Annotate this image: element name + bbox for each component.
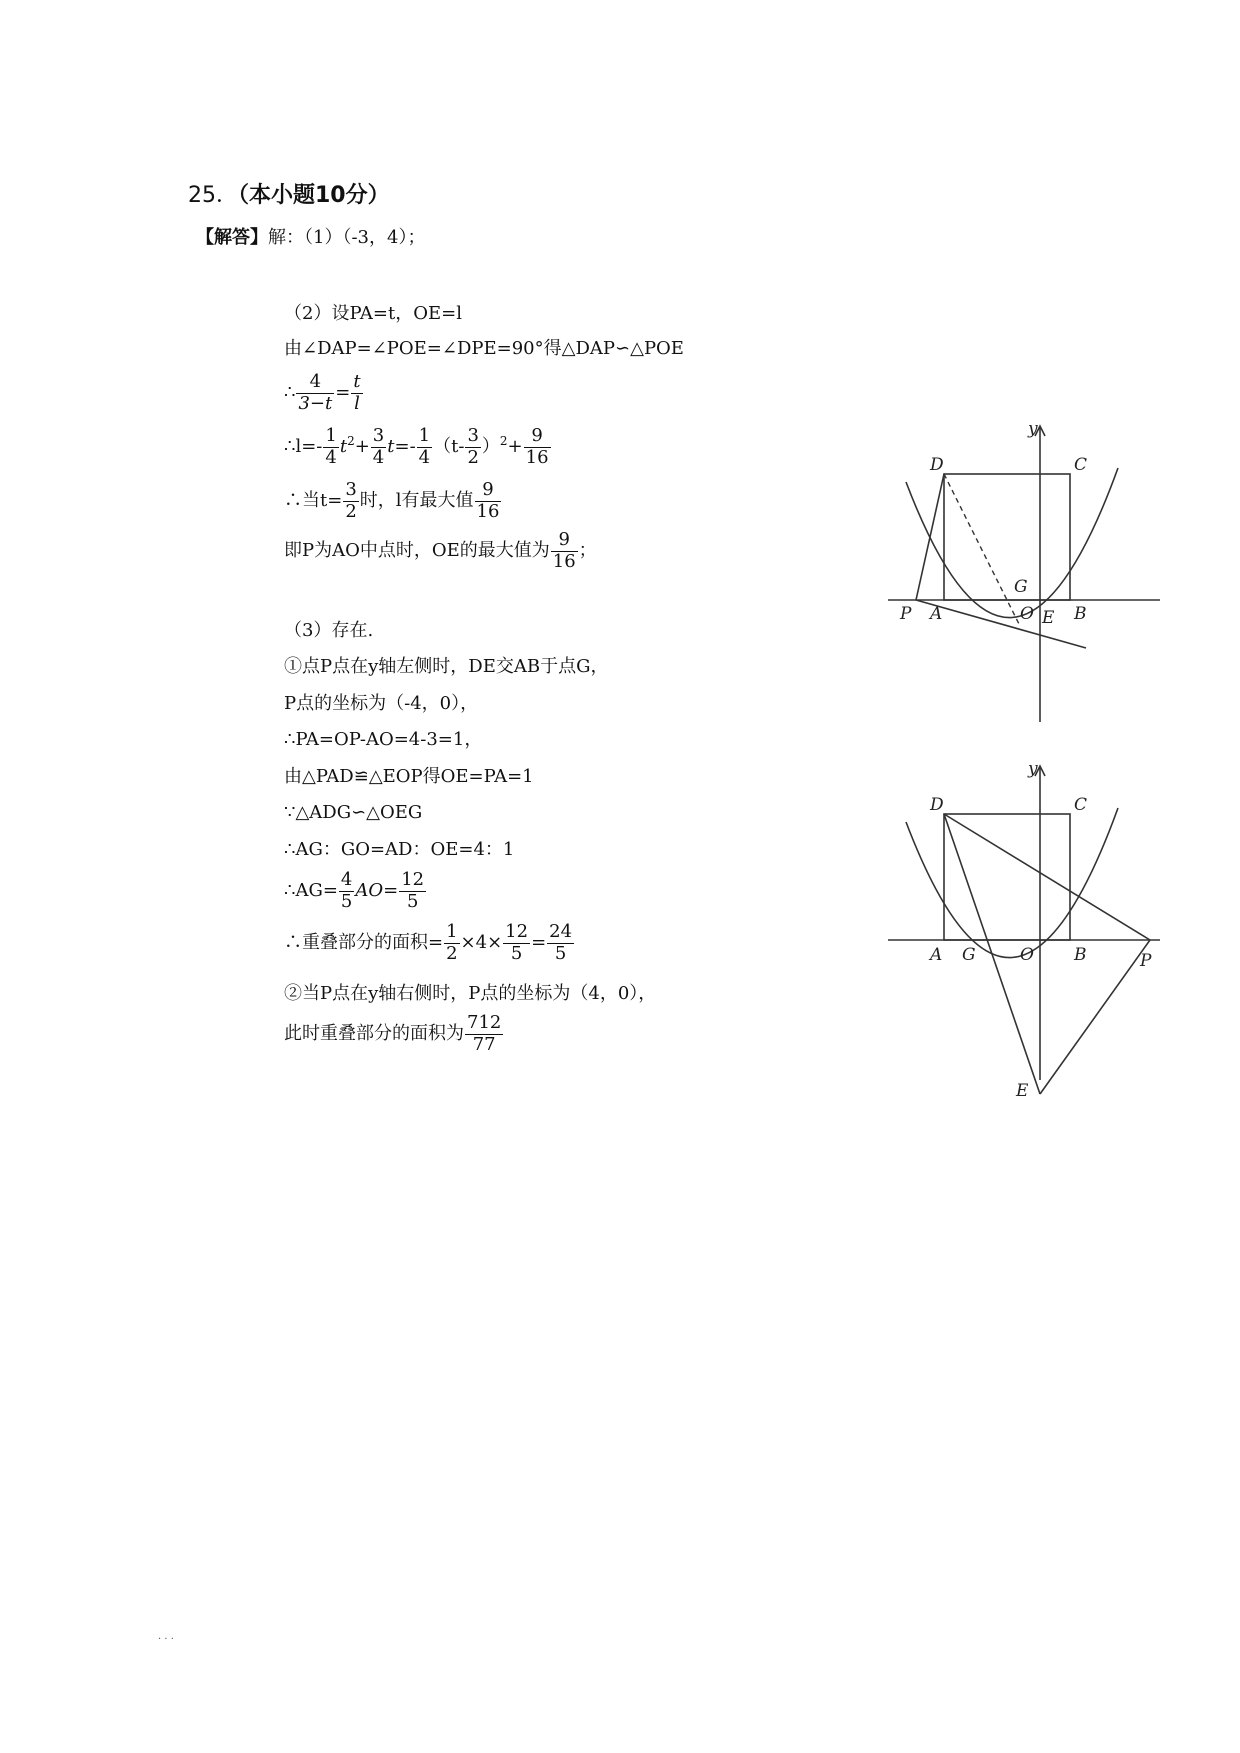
numerator: 1: [418, 425, 431, 446]
text: +: [354, 436, 370, 458]
answer-line: [196, 229, 425, 247]
numerator: 12: [401, 869, 425, 890]
text: 此时重叠部分的面积为: [284, 1023, 464, 1045]
label-p: P: [1140, 951, 1152, 971]
denominator: 2: [446, 942, 458, 964]
part2-max: [284, 480, 502, 522]
label-b: B: [1074, 604, 1087, 624]
text: +: [507, 436, 523, 458]
label-b: B: [1074, 945, 1087, 965]
fraction: [296, 372, 334, 414]
numerator: 712: [467, 1012, 502, 1033]
answer-tag: 【解答】: [196, 227, 268, 248]
figure-background: [888, 420, 1160, 730]
text: ）: [481, 436, 500, 458]
numerator: 1: [446, 921, 458, 942]
fraction: [524, 426, 551, 468]
fraction: [351, 372, 362, 414]
part3-case2: ②当P点在y轴右侧时，P点的坐标为（4，0），: [284, 983, 657, 1004]
therefore-symbol: ∴: [284, 382, 296, 404]
fraction: [465, 1013, 503, 1055]
denominator: 5: [340, 890, 353, 912]
fraction: [343, 480, 358, 522]
label-y: y: [1028, 420, 1038, 439]
numerator: 9: [551, 530, 578, 552]
denominator: 2: [345, 500, 357, 522]
numerator: 1: [325, 425, 337, 446]
label-a: A: [930, 604, 943, 624]
text: ∴l=-: [284, 436, 323, 458]
numerator: 3: [372, 425, 385, 446]
text: AO=: [355, 880, 399, 902]
part3-ratio: ∴AG：GO=AD：OE=4：1: [284, 839, 515, 860]
denominator: 2: [467, 446, 479, 468]
text: ∴AG=: [284, 880, 338, 902]
figure-1-diagram: [888, 420, 1160, 730]
fraction: [371, 426, 386, 468]
label-g: G: [1014, 577, 1028, 597]
denominator: 16: [476, 500, 500, 522]
numerator: 12: [505, 921, 529, 942]
part3-pa: ∴PA=OP-AO=4-3=1，: [284, 729, 483, 750]
denominator: 77: [472, 1033, 496, 1055]
text: ×4×: [460, 932, 503, 954]
footer-marks: · · ·: [158, 1634, 174, 1645]
fraction: [323, 426, 338, 468]
label-d: D: [930, 455, 944, 475]
denominator: 16: [525, 446, 549, 468]
denominator: 16: [552, 550, 576, 572]
label-a: A: [930, 945, 943, 965]
label-o: O: [1020, 945, 1034, 965]
denominator: 5: [510, 942, 523, 964]
text: 即P为AO中点时，OE的最大值为: [284, 540, 550, 562]
part3-congruent: 由△PAD≌△EOP得OE=PA=1: [284, 766, 534, 787]
denominator: 4: [418, 446, 431, 468]
numerator: 24: [549, 921, 573, 942]
part3-ag: [284, 870, 427, 912]
text: ；: [578, 540, 597, 562]
fraction: [465, 426, 480, 468]
text: ∴重叠部分的面积=: [284, 932, 444, 954]
fraction: [399, 870, 426, 912]
fraction: [444, 922, 459, 964]
label-e: E: [1042, 608, 1055, 628]
label-e: E: [1016, 1081, 1029, 1100]
part3-similar: ∵△ADG∽△OEG: [284, 802, 423, 823]
numerator: 4: [340, 869, 353, 890]
numerator: 9: [475, 480, 502, 502]
figure-2-diagram: [888, 760, 1160, 1100]
fraction: [547, 922, 574, 964]
part3-area: [284, 922, 575, 964]
label-c: C: [1074, 795, 1088, 815]
text: =-: [394, 436, 416, 458]
denominator: 4: [372, 446, 385, 468]
text: =: [531, 932, 547, 954]
part2-conclusion: [284, 530, 597, 572]
text: （t-: [433, 436, 465, 458]
label-y: y: [1028, 760, 1038, 779]
part2-ratio: ∴ $\frac{4}{3-t}$ = $\frac{t}{l}$: [284, 371, 361, 414]
part1-answer: 解：（1）（-3，4）；: [268, 227, 426, 248]
denominator: 4: [325, 446, 337, 468]
text: ∴当t=: [284, 490, 343, 512]
question-score: （本小题10分）: [238, 183, 390, 208]
numerator: t: [353, 371, 361, 392]
part3-case1: ①点P点在y轴左侧时，DE交AB于点G，: [284, 656, 609, 677]
question-number: 25．: [188, 183, 238, 208]
fraction: [475, 480, 502, 522]
part3-intro: （3）存在.: [284, 620, 374, 641]
numerator: 3: [467, 425, 479, 446]
label-d: D: [930, 795, 944, 815]
label-g: G: [962, 945, 976, 965]
label-p: P: [900, 604, 912, 624]
fraction: [339, 870, 354, 912]
numerator: 4: [296, 372, 334, 394]
part2-similar: 由∠DAP=∠POE=∠DPE=90°得△DAP∽△POE: [284, 338, 684, 359]
numerator: 9: [524, 426, 551, 448]
question-header: [188, 178, 390, 209]
denominator: 5: [554, 942, 567, 964]
fraction: [417, 426, 432, 468]
numerator: 3: [345, 479, 357, 500]
label-o: O: [1020, 604, 1034, 624]
denominator: l: [354, 392, 360, 414]
part3-area2: [284, 1013, 504, 1055]
text: 时，l有最大值: [359, 490, 474, 512]
part2-intro: （2）设PA=t，OE=l: [284, 303, 462, 324]
fraction: [551, 530, 578, 572]
part3-p-coord: P点的坐标为（-4，0），: [284, 693, 479, 714]
part2-quadratic: ∴l=- $\frac{1}{4}$ $t^2+$ $\frac{3}{4}$ t=- $\frac{1}{4}$ （t- $\frac{3}{2}$ ）$^2$+ $\frac{9}{16}$: [284, 425, 549, 468]
fraction: [503, 922, 530, 964]
denominator: 5: [406, 890, 419, 912]
label-c: C: [1074, 455, 1088, 475]
denominator: 3−t: [298, 392, 333, 414]
